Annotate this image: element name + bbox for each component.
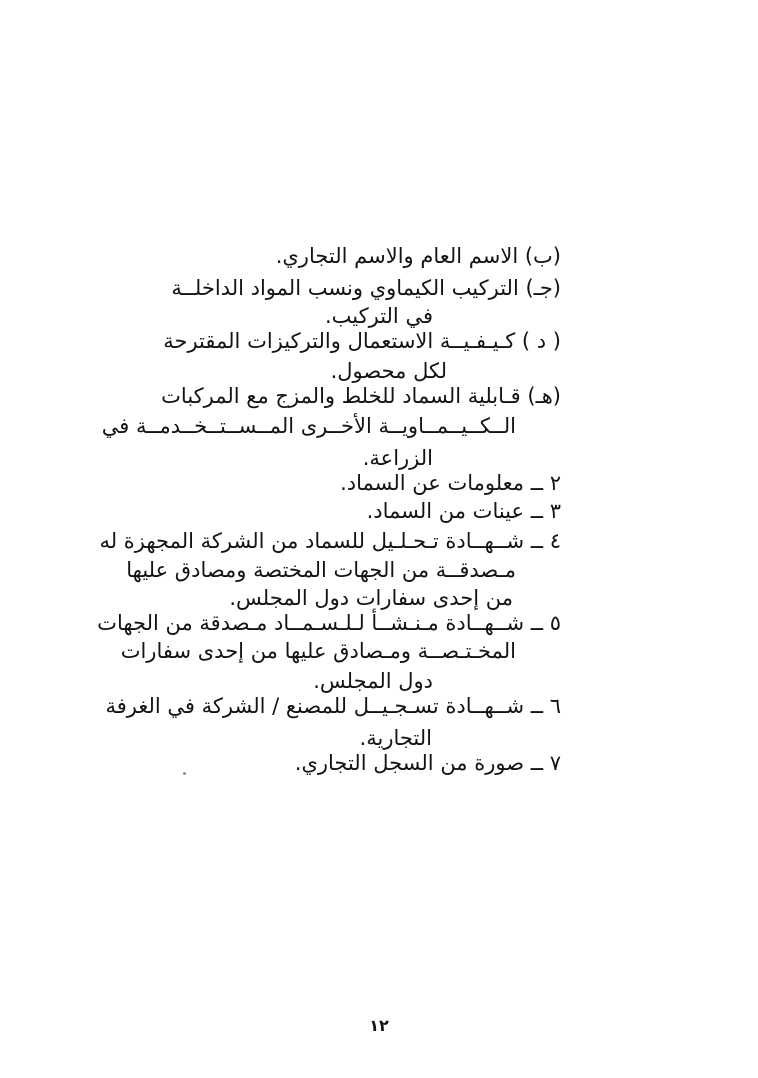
text-line-6: (هـ) قـابلية السماد للخلط والمزج مع المركبات <box>161 384 561 408</box>
text-line-17: ٦ ــ شــهــادة تسـجـيــل للمصنع / الشركة في الغرفة <box>105 694 561 718</box>
text-line-1: (ب) الاسم العام والاسم التجاري. <box>275 244 561 268</box>
text-line-9: ٢ ــ معلومات عن السماد. <box>340 471 561 495</box>
page-number: ١٢ <box>369 1016 389 1035</box>
text-line-4: ( د ) كـيـفـيــة الاستعمال والتركيزات المقترحة <box>163 329 561 353</box>
text-line-12: مـصدقــة من الجهات المختصة ومصادق عليها <box>126 558 516 582</box>
text-line-5: لكل محصول. <box>330 359 447 383</box>
ink-speck <box>183 772 186 775</box>
text-line-7: الــكــيــمــاويــة الأخــرى المــســتــخــدمــة في <box>101 414 516 438</box>
text-line-11: ٤ ــ شــهــادة تـحـلـيل للسماد من الشركة المجهزة له <box>99 529 561 553</box>
text-line-16: دول المجلس. <box>313 669 433 693</box>
text-line-2: (جـ) التركيب الكيماوي ونسب المواد الداخلــة <box>171 276 561 300</box>
text-line-15: المخـتـصــة ومـصادق عليها من إحدى سفارات <box>120 639 516 663</box>
text-line-18: التجارية. <box>359 726 432 750</box>
text-line-19: ٧ ــ صورة من السجل التجاري. <box>294 751 561 775</box>
text-line-13: من إحدى سفارات دول المجلس. <box>229 586 513 610</box>
text-line-3: في التركيب. <box>324 304 433 328</box>
text-line-14: ٥ ــ شــهــادة مـنـشــأ لـلـسـمــاد مـصدقة من الجهات <box>97 611 561 635</box>
text-line-8: الزراعة. <box>362 446 433 470</box>
text-line-10: ٣ ــ عينات من السماد. <box>366 499 561 523</box>
